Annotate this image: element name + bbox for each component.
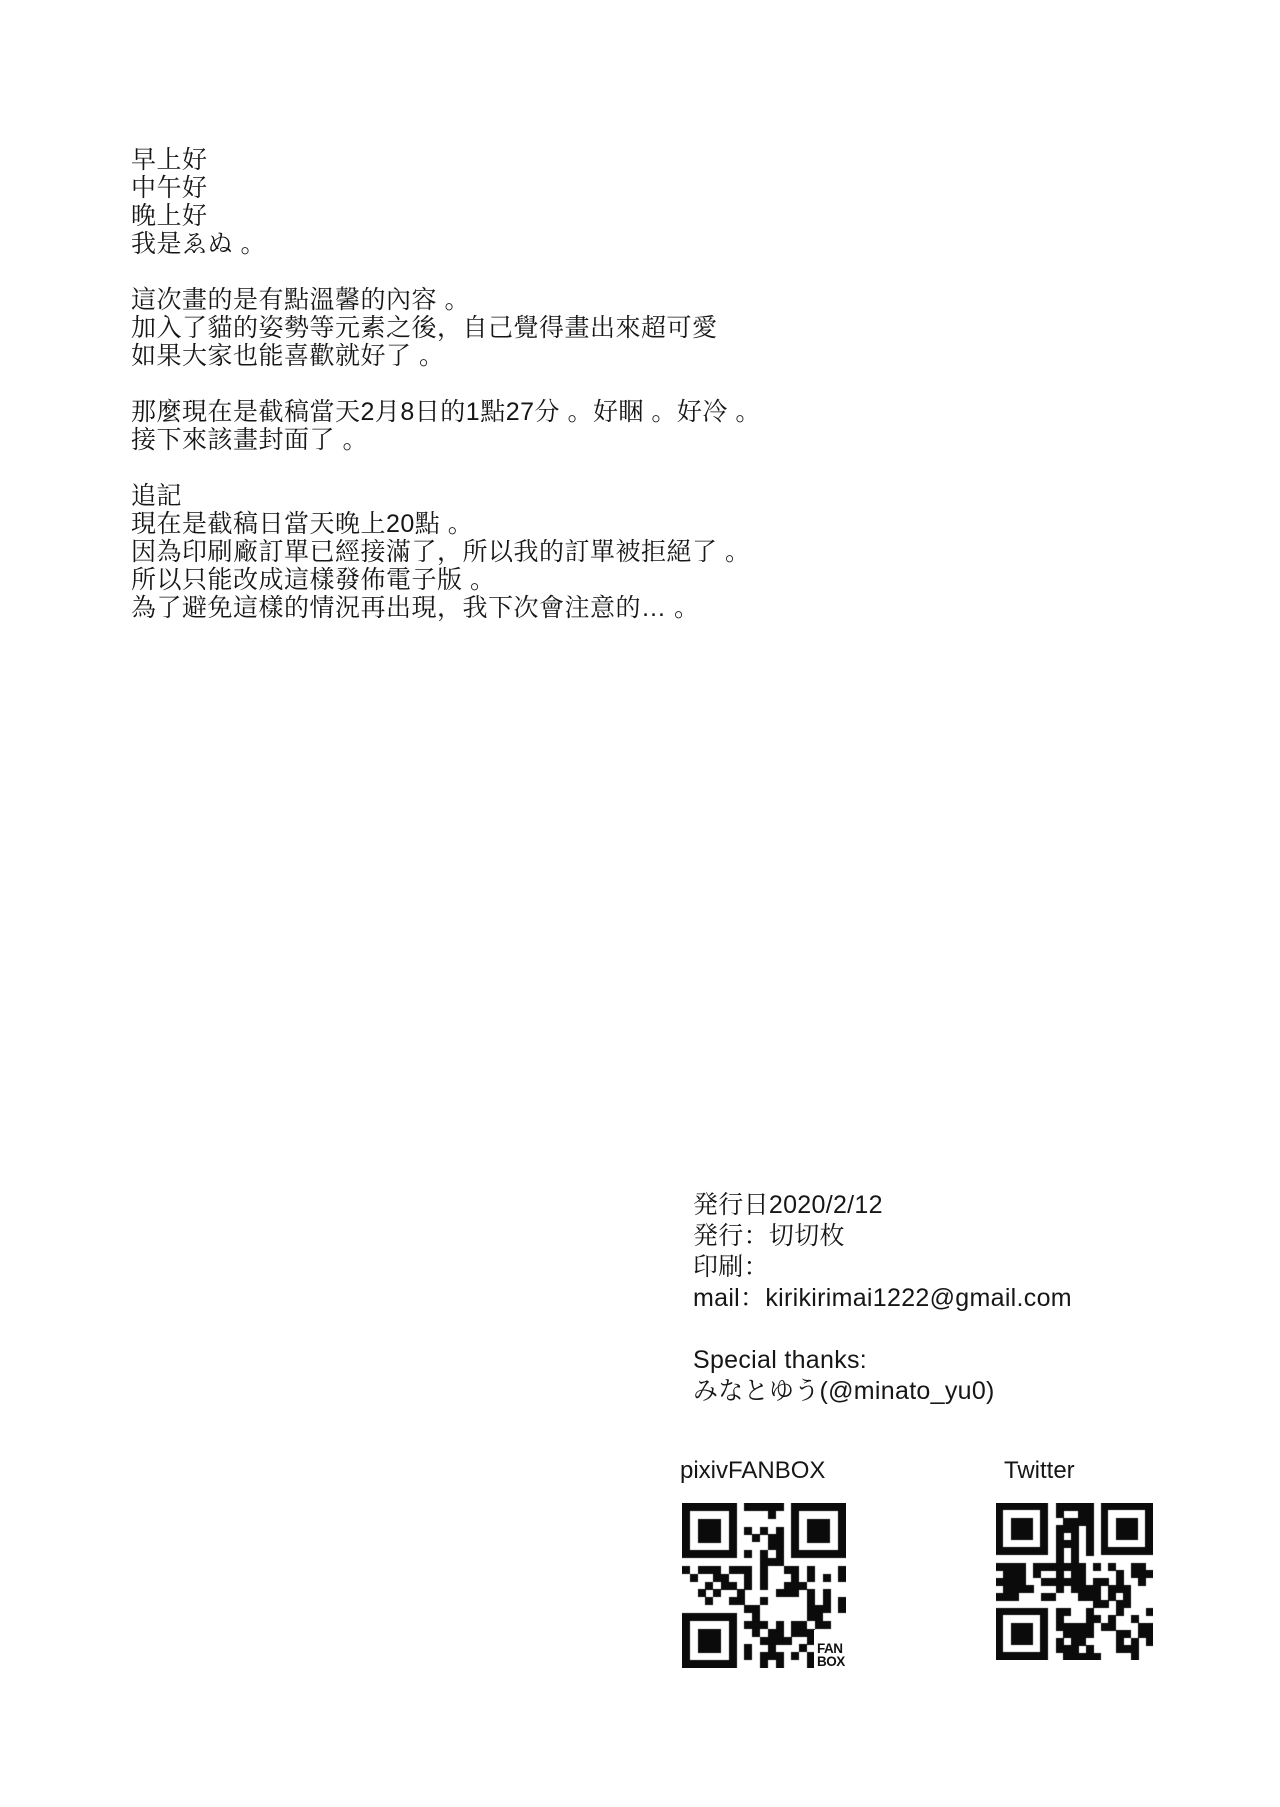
twitter-qr-code [996,1503,1153,1660]
text-line: 印刷： [693,1253,769,1281]
colophon-text-block [693,1190,1072,1407]
text-line: 如果大家也能喜歡就好了 。 [131,342,445,370]
text-line: 加入了貓的姿勢等元素之後，自己覺得畫出來超可愛 [131,314,718,342]
text-line: 接下來該畫封面了 。 [131,426,368,454]
text-line: mail：kirikirimai1222@gmail.com [693,1284,1072,1312]
text-line: 我是ゑぬ 。 [131,230,266,258]
text-line: 所以只能改成這樣發佈電子版 。 [131,566,496,594]
text-line: 発行：切切枚 [693,1222,845,1250]
afterword-text-block [131,146,761,622]
twitter-label: Twitter [1004,1457,1075,1484]
text-line: 晚上好 [131,202,208,230]
fanbox-logo-line: FAN [817,1641,843,1656]
text-line: 早上好 [131,146,208,174]
fanbox-label: pixivFANBOX [680,1457,826,1484]
fanbox-logo-line: BOX [817,1653,845,1669]
text-line: Special thanks: [693,1346,868,1374]
text-line: 這次畫的是有點溫馨的內容 。 [131,286,470,314]
text-line: 追記 [131,482,183,510]
text-line: 那麼現在是截稿當天2月8日的1點27分 。好睏 。好冷 。 [131,398,761,426]
text-line: 中午好 [131,174,208,202]
fanbox-qr-code [682,1503,846,1668]
twitter-qr-canvas [996,1503,1153,1660]
text-line: 現在是截稿日當天晚上20點 。 [131,510,474,538]
text-line [131,258,761,286]
text-line: 因為印刷廠訂單已經接滿了，所以我的訂單被拒絕了 。 [131,538,751,566]
text-line: 発行日2020/2/12 [693,1191,883,1219]
text-line [131,370,761,398]
text-line: 為了避免這樣的情況再出現，我下次會注意的… 。 [131,594,700,622]
fanbox-logo-text [814,1630,846,1668]
text-line [693,1314,1072,1345]
text-line [131,454,761,482]
text-line: みなとゆう(@minato_yu0) [693,1377,995,1405]
